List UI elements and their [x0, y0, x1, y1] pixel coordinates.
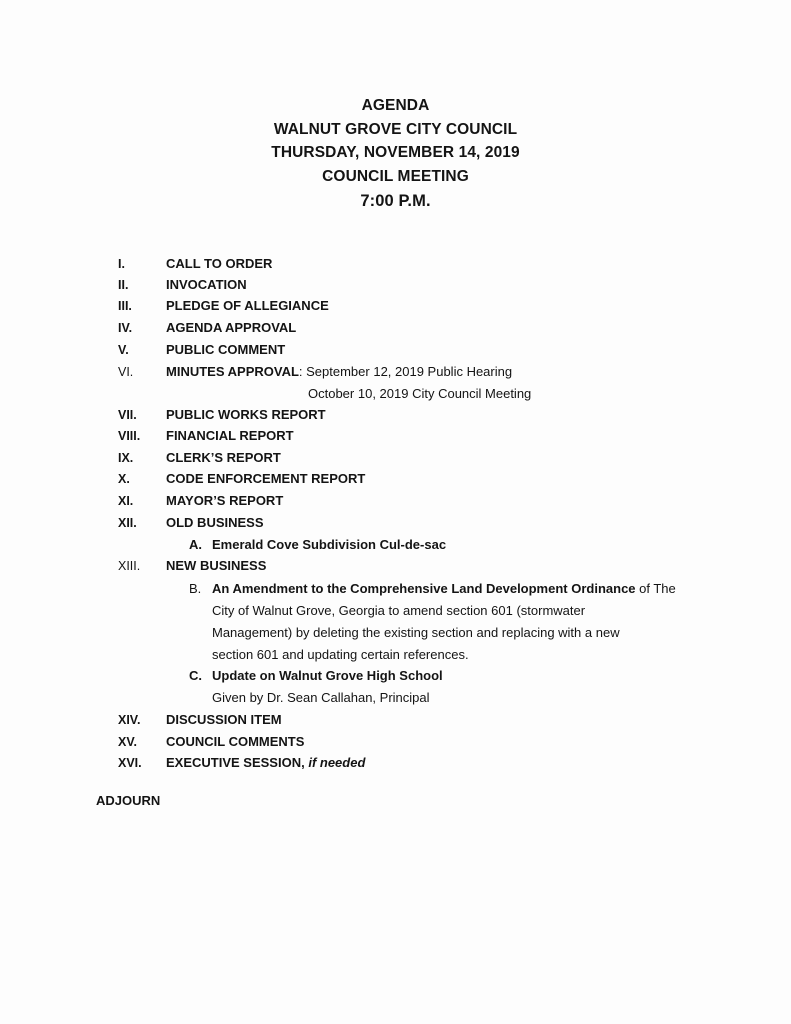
sub-item-text: City of Walnut Grove, Georgia to amend section 601 (stormwater	[212, 603, 586, 618]
item-label: FINANCIAL REPORT	[166, 428, 294, 443]
sub-item-text: section 601 and updating certain references.	[212, 647, 469, 662]
item-label: NEW BUSINESS	[166, 558, 267, 573]
item-label-qualifier: if needed	[308, 755, 366, 770]
item-number: III.	[118, 299, 132, 313]
sub-item-text: Given by Dr. Sean Callahan, Principal	[212, 690, 430, 705]
item-number: XII.	[118, 516, 137, 530]
item-label: MINUTES APPROVAL	[166, 364, 299, 379]
item-number: XV.	[118, 735, 138, 749]
sub-item-letter: C.	[189, 668, 202, 683]
item-number: X.	[118, 472, 130, 486]
sub-item-text: Management) by deleting the existing section and replacing with a new	[212, 625, 620, 640]
meeting-type: COUNCIL MEETING	[322, 167, 469, 185]
item-number: VI.	[118, 365, 134, 379]
sub-item-text-group	[212, 581, 676, 597]
sub-item-title: An Amendment to the Comprehensive Land Development Ordinance	[212, 581, 636, 596]
item-label: CLERK’S REPORT	[166, 450, 281, 465]
sub-item-letter: A.	[189, 537, 202, 552]
agenda-title: AGENDA	[361, 97, 430, 114]
item-label: COUNCIL COMMENTS	[166, 734, 305, 749]
meeting-date: THURSDAY, NOVEMBER 14, 2019	[271, 144, 520, 161]
item-label-group	[166, 755, 365, 771]
minutes-detail-2-row	[308, 386, 531, 402]
item-label: DISCUSSION ITEM	[166, 712, 282, 727]
item-label: EXECUTIVE SESSION,	[166, 755, 309, 770]
council-name: WALNUT GROVE CITY COUNCIL	[273, 120, 518, 138]
item-label: MAYOR’S REPORT	[166, 493, 284, 508]
item-label: CALL TO ORDER	[166, 256, 273, 271]
item-label: PLEDGE OF ALLEGIANCE	[166, 298, 329, 313]
item-number: I.	[118, 257, 125, 271]
item-label: PUBLIC COMMENT	[166, 342, 286, 357]
item-number: V.	[118, 343, 129, 357]
item-label: PUBLIC WORKS REPORT	[166, 407, 326, 422]
item-number: IX.	[118, 451, 134, 465]
sub-item-letter: B.	[189, 581, 202, 596]
item-number: IV.	[118, 321, 133, 335]
agenda-header	[0, 94, 791, 214]
item-number: VII.	[118, 408, 137, 422]
adjourn-label: ADJOURN	[96, 793, 161, 808]
item-number: XI.	[118, 494, 134, 508]
item-label: OLD BUSINESS	[166, 515, 264, 530]
item-label: INVOCATION	[166, 277, 247, 292]
meeting-time: 7:00 P.M.	[360, 192, 431, 210]
item-number: XVI.	[118, 756, 142, 770]
item-label-group	[166, 364, 512, 380]
sub-item-text: of The	[635, 581, 676, 596]
sub-item-title: Update on Walnut Grove High School	[212, 668, 443, 683]
sub-item-text: Emerald Cove Subdivision Cul-de-sac	[212, 537, 447, 552]
minutes-detail-2: October 10, 2019 City Council Meeting	[308, 386, 532, 401]
item-number: II.	[118, 278, 129, 292]
item-label: CODE ENFORCEMENT REPORT	[166, 471, 366, 486]
item-number: XIV.	[118, 713, 141, 727]
item-number: VIII.	[118, 429, 141, 443]
item-number: XIII.	[118, 559, 141, 573]
item-label: AGENDA APPROVAL	[166, 320, 297, 335]
minutes-detail-1: : September 12, 2019 Public Hearing	[298, 364, 513, 379]
